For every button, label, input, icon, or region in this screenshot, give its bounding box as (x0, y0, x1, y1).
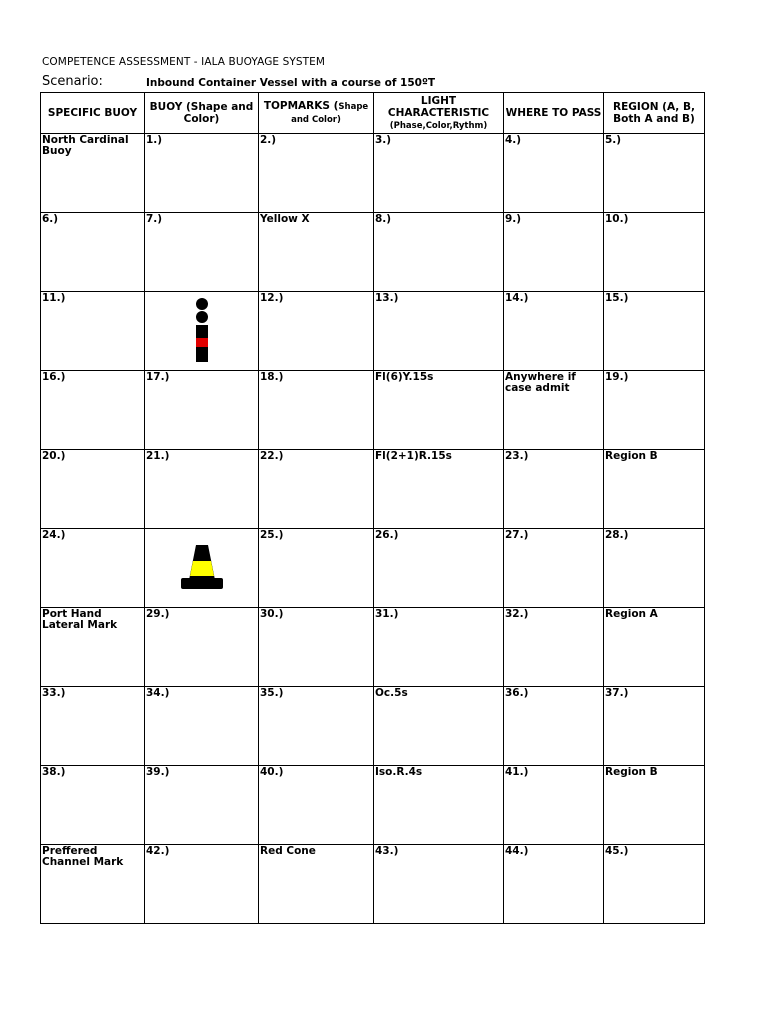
table-row (41, 608, 705, 687)
cell-text: 4.) (505, 134, 522, 146)
cell-where-to-pass (504, 687, 604, 766)
cell-where-to-pass (504, 292, 604, 371)
cell-buoy-shape-color (145, 766, 259, 845)
cell-text: 38.) (42, 766, 66, 778)
cell-text: Fl(6)Y.15s (375, 371, 434, 383)
cell-text: 14.) (505, 292, 529, 304)
cell-text: 28.) (605, 529, 629, 541)
cell-region (604, 213, 705, 292)
cell-text: Region B (605, 766, 658, 778)
col-header-buoy-shape-color: BUOY (Shape and Color) (145, 93, 259, 134)
cell-specific-buoy (41, 134, 145, 213)
cell-region (604, 371, 705, 450)
cell-buoy-shape-color (145, 213, 259, 292)
cell-text: Oc.5s (375, 687, 408, 699)
cell-light-characteristic (374, 450, 504, 529)
cell-text: Anywhere if case admit (505, 371, 576, 394)
cell-light-characteristic (374, 766, 504, 845)
cell-region (604, 687, 705, 766)
cell-text: 35.) (260, 687, 284, 699)
cell-text: 1.) (146, 134, 163, 146)
cell-text: 36.) (505, 687, 529, 699)
cell-buoy-shape-color (145, 134, 259, 213)
table-row (41, 687, 705, 766)
special-mark-buoy-icon (145, 529, 258, 607)
cell-text: North Cardinal Buoy (42, 134, 129, 157)
cell-light-characteristic (374, 529, 504, 608)
col-header-region: REGION (A, B, Both A and B) (604, 93, 705, 134)
cell-buoy-shape-color (145, 292, 259, 371)
table-row (41, 134, 705, 213)
cell-light-characteristic (374, 134, 504, 213)
cell-specific-buoy (41, 766, 145, 845)
col-header-topmarks: TOPMARKS (Shape and Color) (259, 93, 374, 134)
cell-buoy-shape-color (145, 687, 259, 766)
cell-light-characteristic (374, 371, 504, 450)
isolated-danger-buoy-icon (145, 292, 258, 370)
cell-text: 29.) (146, 608, 170, 620)
cell-buoy-shape-color (145, 450, 259, 529)
cell-text: Fl(2+1)R.15s (375, 450, 452, 462)
table-row (41, 529, 705, 608)
cell-text: 8.) (375, 213, 392, 225)
cell-text: 17.) (146, 371, 170, 383)
cell-region (604, 845, 705, 924)
cell-text: 34.) (146, 687, 170, 699)
cell-text: Preffered Channel Mark (42, 845, 124, 868)
table-row (41, 766, 705, 845)
cell-text: 16.) (42, 371, 66, 383)
cell-text: 22.) (260, 450, 284, 462)
cell-text: 24.) (42, 529, 66, 541)
cell-text: Iso.R.4s (375, 766, 423, 778)
table-row (41, 371, 705, 450)
cell-where-to-pass (504, 371, 604, 450)
cell-light-characteristic (374, 845, 504, 924)
cell-where-to-pass (504, 134, 604, 213)
cell-topmarks (259, 845, 374, 924)
cell-topmarks (259, 134, 374, 213)
cell-buoy-shape-color (145, 608, 259, 687)
col-header-where-to-pass: WHERE TO PASS (504, 93, 604, 134)
assessment-table (40, 92, 705, 924)
cell-specific-buoy (41, 608, 145, 687)
cell-where-to-pass (504, 213, 604, 292)
cell-text: 20.) (42, 450, 66, 462)
cell-light-characteristic (374, 213, 504, 292)
cell-text: 21.) (146, 450, 170, 462)
table-row (41, 450, 705, 529)
cell-region (604, 134, 705, 213)
cell-region (604, 450, 705, 529)
cell-text: 10.) (605, 213, 629, 225)
cell-text: Red Cone (260, 845, 316, 857)
cell-text: 2.) (260, 134, 277, 146)
cell-region (604, 608, 705, 687)
cell-topmarks (259, 766, 374, 845)
cell-region (604, 292, 705, 371)
table-header-row (41, 93, 705, 134)
cell-topmarks (259, 529, 374, 608)
scenario-label: Scenario: (42, 74, 103, 89)
table-row (41, 292, 705, 371)
scenario-text: Inbound Container Vessel with a course of 150ºT (146, 77, 436, 89)
cell-text: Region B (605, 450, 658, 462)
cell-specific-buoy (41, 450, 145, 529)
cell-text: 37.) (605, 687, 629, 699)
cell-text: 19.) (605, 371, 629, 383)
cell-where-to-pass (504, 529, 604, 608)
cell-text: 7.) (146, 213, 163, 225)
cell-light-characteristic (374, 608, 504, 687)
col-header-specific-buoy: SPECIFIC BUOY (41, 93, 145, 134)
cell-text: 41.) (505, 766, 529, 778)
cell-text: 43.) (375, 845, 399, 857)
cell-text: 39.) (146, 766, 170, 778)
cell-text: 23.) (505, 450, 529, 462)
cell-text: 32.) (505, 608, 529, 620)
cell-text: 45.) (605, 845, 629, 857)
cell-text: 13.) (375, 292, 399, 304)
cell-where-to-pass (504, 450, 604, 529)
cell-text: 26.) (375, 529, 399, 541)
cell-topmarks (259, 450, 374, 529)
cell-text: Port Hand Lateral Mark (42, 608, 118, 631)
table-body (41, 134, 705, 924)
cell-text: 18.) (260, 371, 284, 383)
cell-text: 42.) (146, 845, 170, 857)
cell-text: 11.) (42, 292, 66, 304)
col-header-light-characteristic: LIGHT CHARACTERISTIC (Phase,Color,Rythm) (374, 93, 504, 134)
cell-buoy-shape-color (145, 845, 259, 924)
cell-text: Yellow X (260, 213, 310, 225)
cell-topmarks (259, 371, 374, 450)
cell-region (604, 529, 705, 608)
cell-text: 12.) (260, 292, 284, 304)
cell-topmarks (259, 292, 374, 371)
cell-specific-buoy (41, 529, 145, 608)
cell-topmarks (259, 608, 374, 687)
cell-text: 6.) (42, 213, 59, 225)
cell-where-to-pass (504, 608, 604, 687)
cell-topmarks (259, 213, 374, 292)
document-title: COMPETENCE ASSESSMENT - IALA BUOYAGE SYSTEM (42, 56, 326, 68)
cell-specific-buoy (41, 687, 145, 766)
cell-text: 15.) (605, 292, 629, 304)
table-row (41, 213, 705, 292)
cell-text: 25.) (260, 529, 284, 541)
cell-text: Region A (605, 608, 658, 620)
cell-text: 5.) (605, 134, 622, 146)
table-row (41, 845, 705, 924)
cell-specific-buoy (41, 213, 145, 292)
cell-text: 30.) (260, 608, 284, 620)
cell-specific-buoy (41, 292, 145, 371)
cell-topmarks (259, 687, 374, 766)
cell-specific-buoy (41, 371, 145, 450)
cell-light-characteristic (374, 292, 504, 371)
cell-light-characteristic (374, 687, 504, 766)
cell-buoy-shape-color (145, 371, 259, 450)
cell-text: 33.) (42, 687, 66, 699)
cell-region (604, 766, 705, 845)
cell-where-to-pass (504, 766, 604, 845)
cell-text: 44.) (505, 845, 529, 857)
cell-text: 31.) (375, 608, 399, 620)
cell-text: 40.) (260, 766, 284, 778)
cell-buoy-shape-color (145, 529, 259, 608)
cell-where-to-pass (504, 845, 604, 924)
cell-specific-buoy (41, 845, 145, 924)
cell-text: 3.) (375, 134, 392, 146)
cell-text: 27.) (505, 529, 529, 541)
cell-text: 9.) (505, 213, 522, 225)
